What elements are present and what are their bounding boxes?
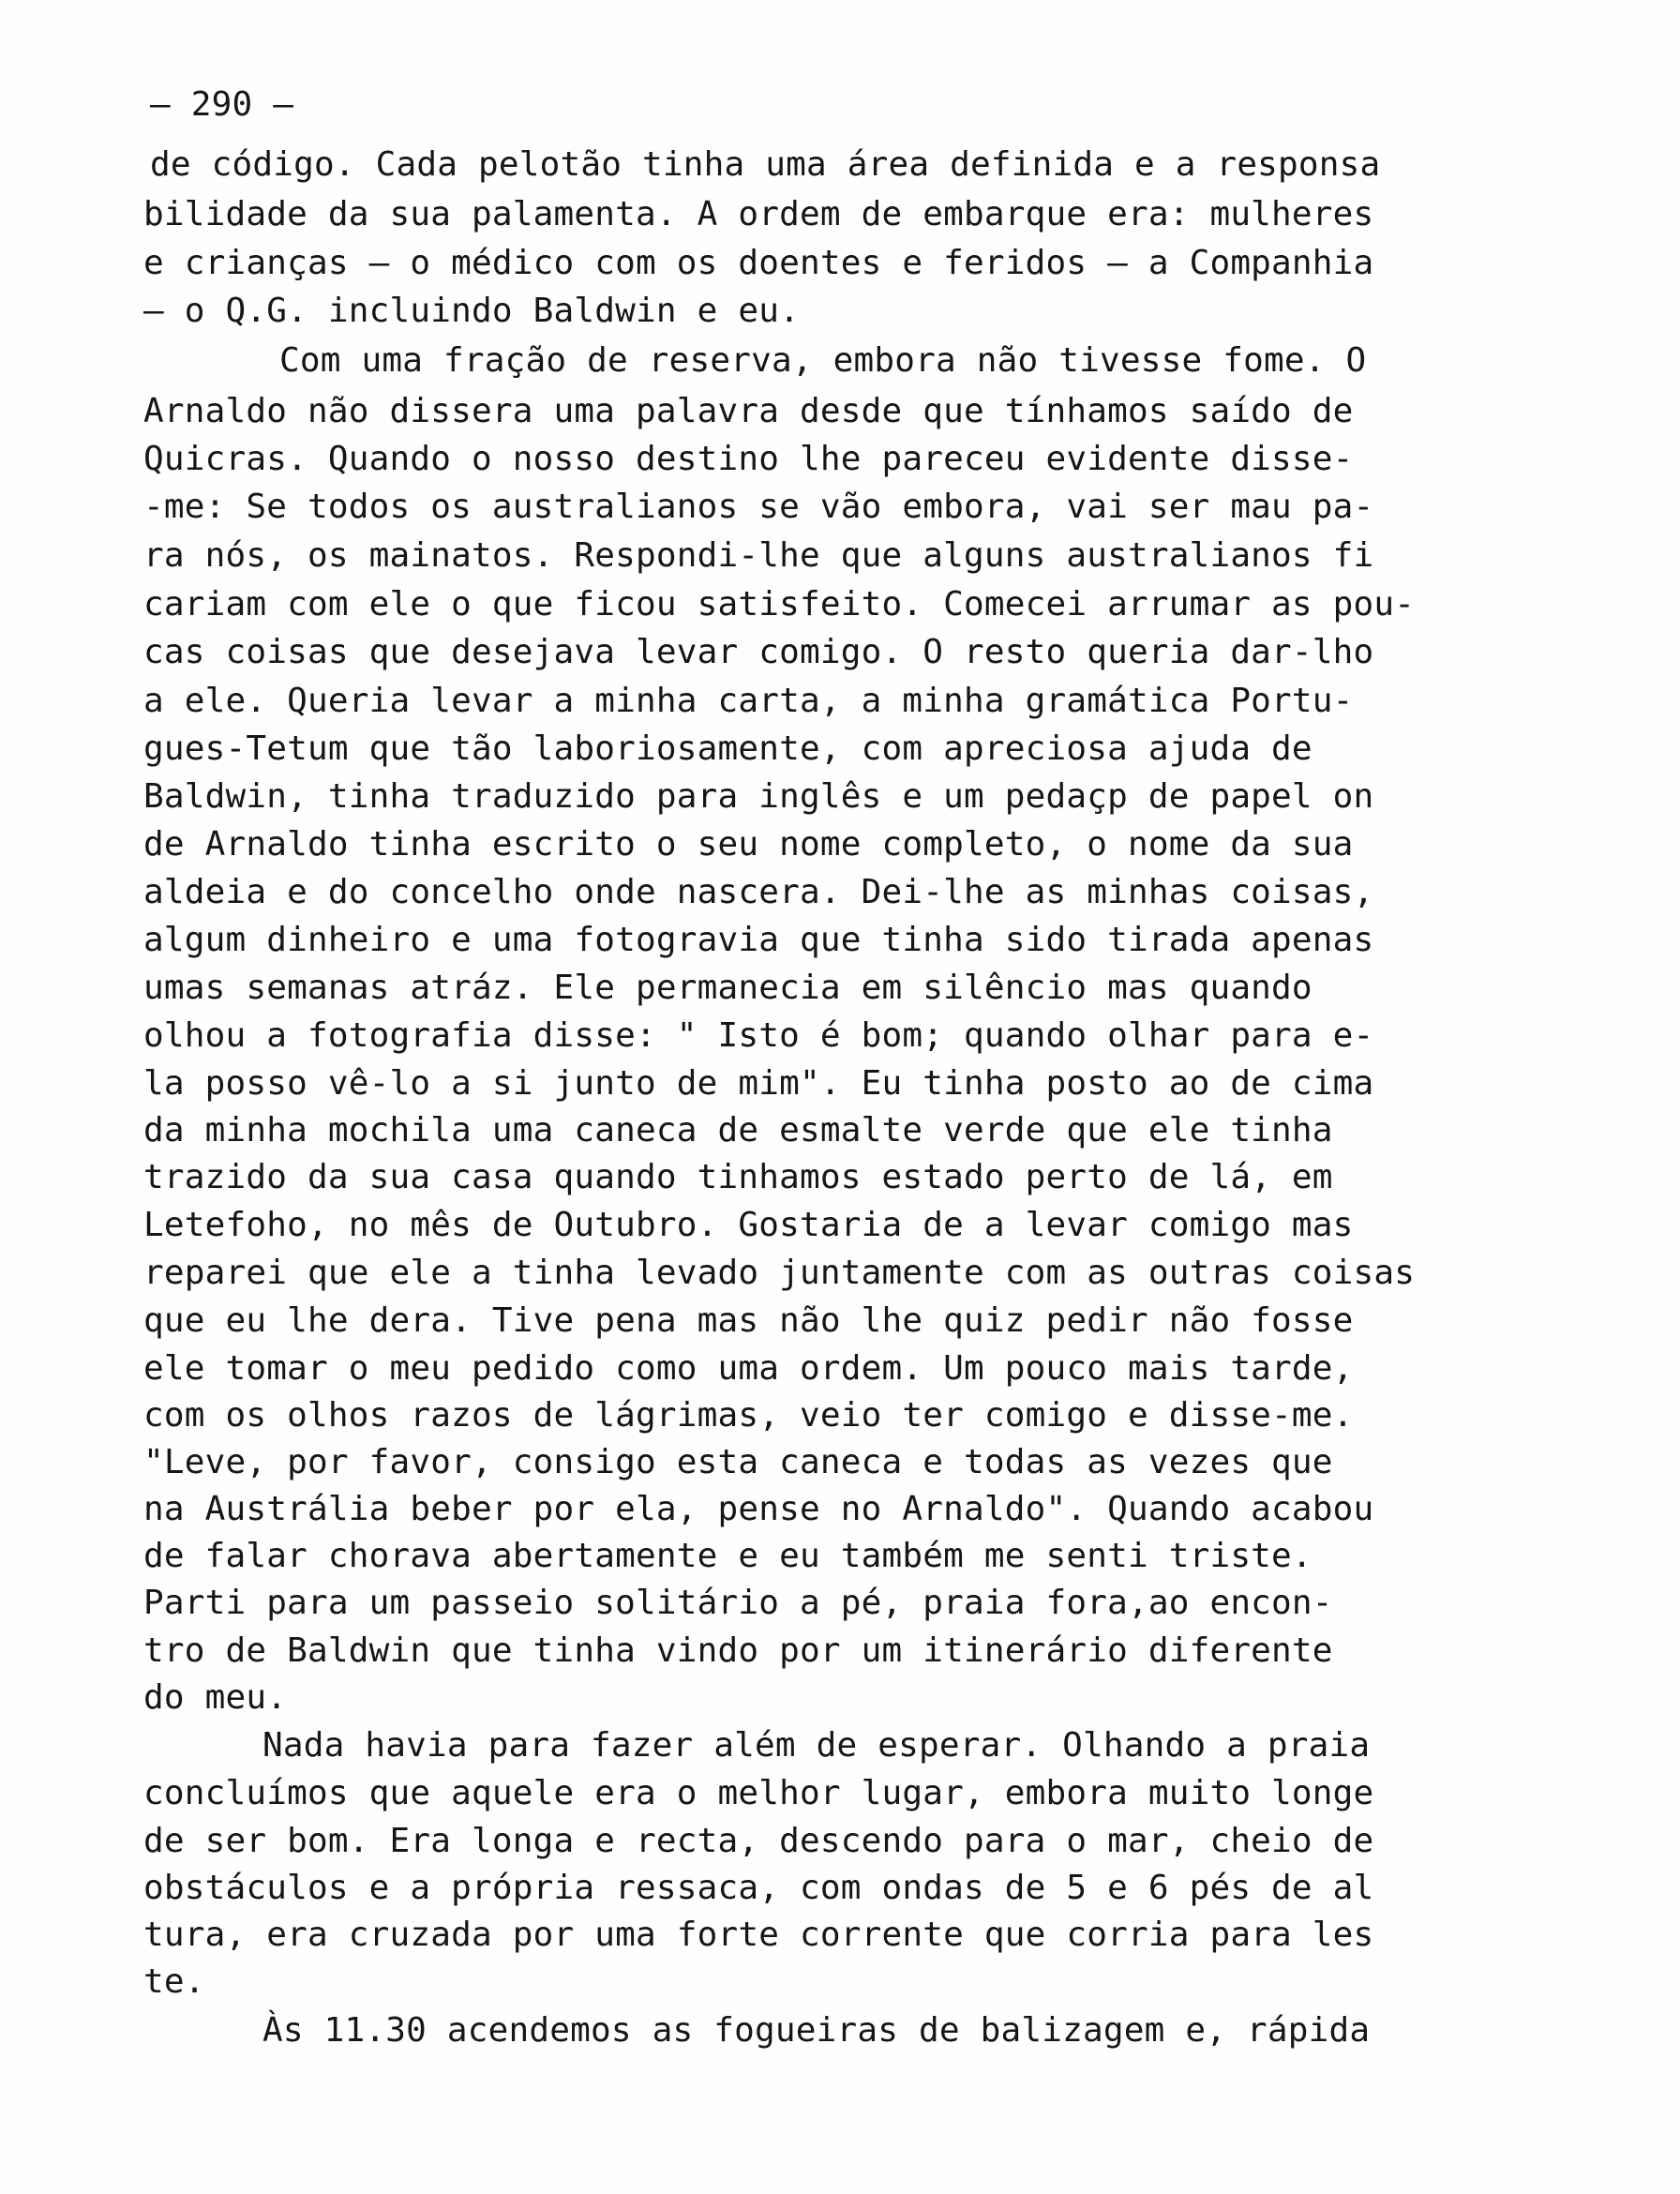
text-line: ele tomar o meu pedido como uma ordem. Um pouco mais tarde, bbox=[143, 1349, 1354, 1388]
text-line: Arnaldo não dissera uma palavra desde que tínhamos saído de bbox=[143, 392, 1354, 430]
text-line: Parti para um passeio solitário a pé, praia fora,ao encon- bbox=[143, 1584, 1333, 1622]
text-line: tro de Baldwin que tinha vindo por um itinerário diferente bbox=[143, 1631, 1333, 1670]
text-line: la posso vê-lo a si junto de mim". Eu tinha posto ao de cima bbox=[143, 1064, 1374, 1103]
text-line: reparei que ele a tinha levado juntamente com as outras coisas bbox=[143, 1254, 1416, 1292]
text-line: de falar chorava abertamente e eu também me senti triste. bbox=[143, 1537, 1312, 1575]
text-line: umas semanas atráz. Ele permanecia em silêncio mas quando bbox=[143, 969, 1312, 1007]
text-line: Às 11.30 acendemos as fogueiras de balizagem e, rápida bbox=[262, 2011, 1371, 2050]
text-line: com os olhos razos de lágrimas, veio ter comigo e disse-me. bbox=[143, 1396, 1354, 1435]
text-line: Quicras. Quando o nosso destino lhe pareceu evidente disse- bbox=[143, 440, 1354, 478]
page-number: – 290 – bbox=[150, 85, 294, 124]
text-line: bilidade da sua palamenta. A ordem de embarque era: mulheres bbox=[143, 195, 1374, 233]
text-line: -me: Se todos os australianos se vão embora, vai ser mau pa- bbox=[143, 488, 1374, 526]
text-line: Baldwin, tinha traduzido para inglês e um pedaçp de papel on bbox=[143, 777, 1374, 816]
text-line: aldeia e do concelho onde nascera. Dei-lhe as minhas coisas, bbox=[143, 873, 1374, 911]
text-line: de ser bom. Era longa e recta, descendo para o mar, cheio de bbox=[143, 1822, 1374, 1860]
text-line: do meu. bbox=[143, 1678, 288, 1717]
text-line: trazido da sua casa quando tinhamos estado perto de lá, em bbox=[143, 1158, 1333, 1196]
text-line: ra nós, os mainatos. Respondi-lhe que alguns australianos fi bbox=[143, 536, 1374, 575]
text-line: de Arnaldo tinha escrito o seu nome completo, o nome da sua bbox=[143, 825, 1354, 864]
text-line: Letefoho, no mês de Outubro. Gostaria de a levar comigo mas bbox=[143, 1206, 1354, 1244]
text-line: a ele. Queria levar a minha carta, a minha gramática Portu- bbox=[143, 682, 1354, 720]
text-line: – o Q.G. incluindo Baldwin e eu. bbox=[143, 292, 800, 330]
text-line: algum dinheiro e uma fotogravia que tinha sido tirada apenas bbox=[143, 921, 1374, 959]
text-line: de código. Cada pelotão tinha uma área definida e a responsa bbox=[150, 145, 1381, 184]
text-line: te. bbox=[143, 1962, 205, 2001]
text-line: obstáculos e a própria ressaca, com ondas de 5 e 6 pés de al bbox=[143, 1869, 1374, 1907]
text-line: Com uma fração de reserva, embora não tivesse fome. O bbox=[279, 341, 1367, 380]
text-line: tura, era cruzada por uma forte corrente que corria para les bbox=[143, 1916, 1374, 1954]
text-line: "Leve, por favor, consigo esta caneca e todas as vezes que bbox=[143, 1443, 1333, 1481]
text-line: e crianças – o médico com os doentes e feridos – a Companhia bbox=[143, 244, 1374, 282]
text-line: gues-Tetum que tão laboriosamente, com apreciosa ajuda de bbox=[143, 729, 1312, 768]
text-line: Nada havia para fazer além de esperar. Olhando a praia bbox=[262, 1726, 1371, 1765]
text-line: concluímos que aquele era o melhor lugar, embora muito longe bbox=[143, 1774, 1374, 1812]
text-line: cas coisas que desejava levar comigo. O resto queria dar-lho bbox=[143, 633, 1374, 671]
text-line: da minha mochila uma caneca de esmalte verde que ele tinha bbox=[143, 1111, 1333, 1150]
text-line: que eu lhe dera. Tive pena mas não lhe quiz pedir não fosse bbox=[143, 1301, 1354, 1340]
text-line: na Austrália beber por ela, pense no Arnaldo". Quando acabou bbox=[143, 1490, 1374, 1528]
text-line: cariam com ele o que ficou satisfeito. Comecei arrumar as pou- bbox=[143, 585, 1416, 624]
text-line: olhou a fotografia disse: " Isto é bom; quando olhar para e- bbox=[143, 1016, 1374, 1055]
